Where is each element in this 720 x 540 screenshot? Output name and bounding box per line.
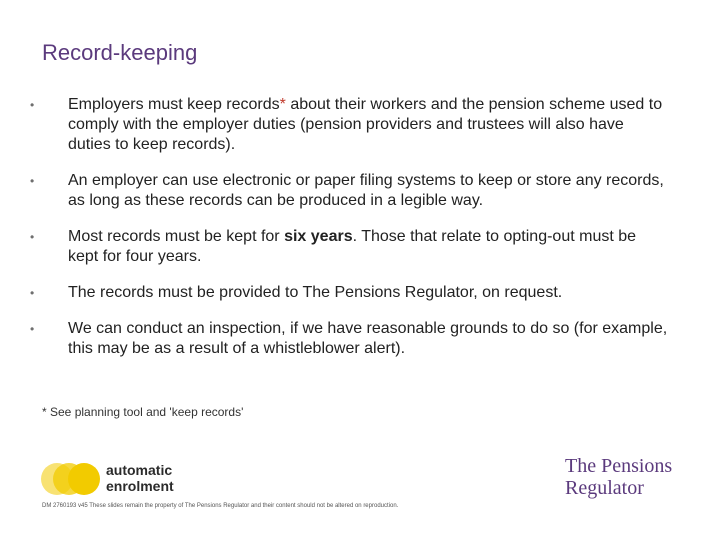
bullet-dot: • bbox=[30, 322, 35, 336]
ae-logo-line1: automatic bbox=[106, 462, 173, 478]
slide-title: Record-keeping bbox=[42, 40, 198, 65]
bullet-retention-period bbox=[30, 227, 670, 267]
footnote: * See planning tool and 'keep records' bbox=[42, 405, 244, 419]
bullet-text: The records must be provided to The Pensions Regulator, on request. bbox=[68, 284, 563, 301]
automatic-enrolment-logo bbox=[40, 458, 200, 500]
tpr-logo-line2: Regulator bbox=[565, 477, 644, 499]
bullet-text-pre: Most records must be kept for bbox=[68, 228, 285, 245]
tpr-logo-line1: The Pensions bbox=[565, 455, 673, 477]
bullet-filing-systems bbox=[30, 171, 670, 211]
bullet-dot: • bbox=[30, 174, 35, 188]
bullet-list bbox=[30, 95, 670, 375]
ae-logo-text bbox=[106, 462, 174, 494]
legal-notice: DM 2760193 v45 These slides remain the property of The Pensions Regulator and their content should not be altered on reproduction. bbox=[42, 503, 399, 509]
pensions-regulator-logo bbox=[565, 455, 672, 499]
bullet-dot: • bbox=[30, 286, 35, 300]
asterisk-marker: * bbox=[279, 96, 286, 113]
bullet-text: We can conduct an inspection, if we have reasonable grounds to do so (for example, this may be as a result of a whistleblower alert). bbox=[68, 320, 668, 357]
bullet-provide-on-request bbox=[30, 283, 670, 303]
bullet-dot: • bbox=[30, 98, 35, 112]
bullet-text-pre: Employers must keep records bbox=[68, 96, 280, 113]
bullet-dot: • bbox=[30, 230, 35, 244]
bullet-text-post: . Those that relate to opting-out must be kept for four years. bbox=[68, 228, 637, 265]
ae-logo-line2: enrolment bbox=[106, 478, 174, 494]
bullet-records-required bbox=[30, 95, 670, 155]
bullet-emphasis: six years bbox=[284, 228, 353, 245]
bullet-inspection bbox=[30, 319, 670, 359]
bullet-text: An employer can use electronic or paper filing systems to keep or store any records, as long as these records can be produced in a legible way. bbox=[68, 172, 664, 209]
ae-circles-icon bbox=[40, 462, 102, 496]
bullet-text-post: about their workers and the pension scheme used to comply with the employer duties (pension providers and trustees will also have duties to keep records). bbox=[68, 96, 663, 153]
